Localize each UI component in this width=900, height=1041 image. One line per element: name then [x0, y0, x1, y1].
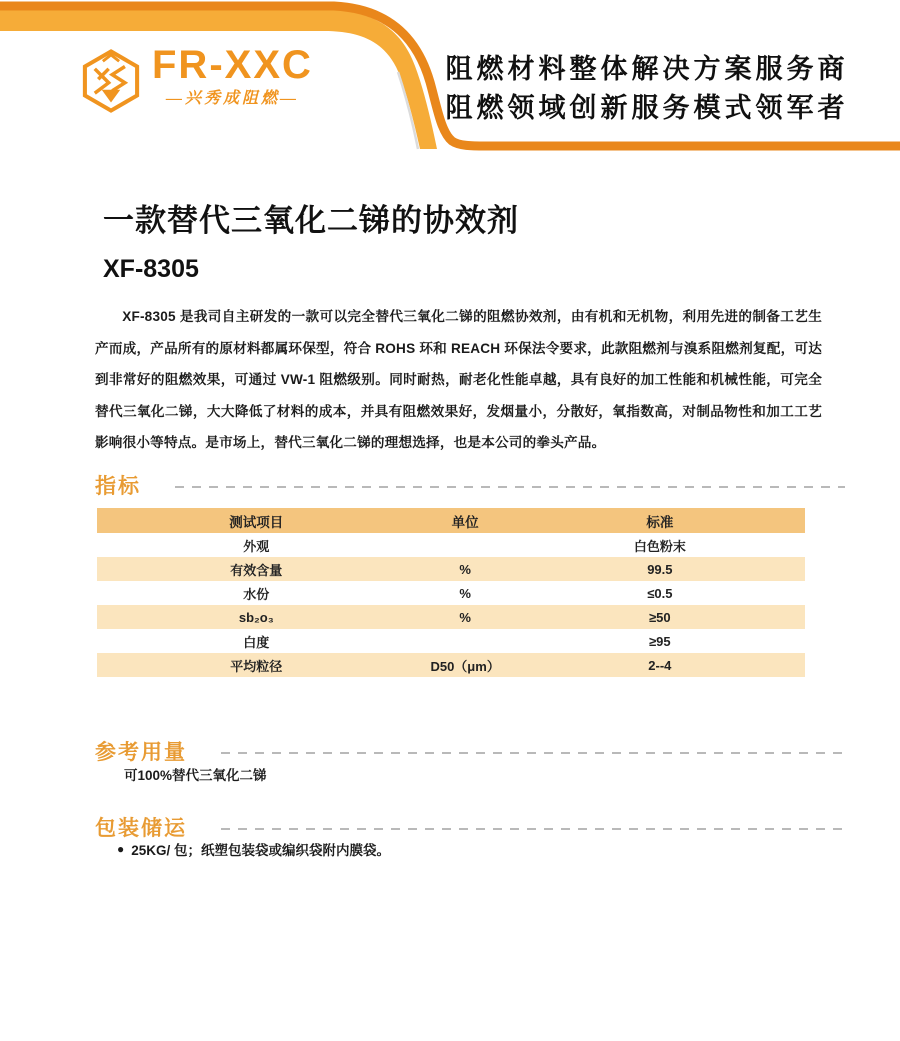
table-row [97, 557, 805, 581]
table-row [97, 629, 805, 653]
col-header-unit: 单位 [416, 508, 515, 533]
spec-table-header-row [97, 508, 805, 533]
section-heading-dosage: 参考用量 [95, 740, 187, 764]
brand-text-block [152, 42, 313, 110]
cell-unit: % [459, 585, 471, 601]
section-dosage-header [95, 736, 845, 766]
table-row [97, 581, 805, 605]
col-header-standard: 标准 [515, 508, 805, 533]
slogan-line-1: 阻燃材料整体解决方案服务商 [445, 54, 849, 84]
cell-test-item: sb₂o₃ [97, 605, 416, 629]
spec-table [97, 508, 805, 677]
product-model: XF-8305 [103, 255, 199, 283]
cell-test-item: 白度 [243, 634, 270, 650]
packaging-text: 25KG/ 包；纸塑包装袋或编织袋附内膜袋。 [131, 843, 391, 858]
dosage-text: 可100%替代三氧化二锑 [124, 768, 267, 783]
dashed-divider [221, 752, 845, 755]
cell-standard: 99.5 [515, 557, 805, 581]
cell-standard: ≤0.5 [647, 585, 673, 601]
packaging-bullet-line [117, 839, 390, 859]
product-description: XF-8305 是我司自主研发的一款可以完全替代三氧化二锑的阻燃协效剂，由有机和无机物，利用先进的制备工艺生产而成，产品所有的原材料都属环保型，符合 ROHS 环和 REACH 环保法令要求，此款阻燃剂与溴系阻燃剂复配，可达到非常好的阻燃效果，可通过 VW-1 阻燃级别。同时耐热，耐老化性能卓越，具有良好的加工性能和机械性能，可完全替代三氧化二锑，大大降低了材料的成本，并具有阻燃效果好，发烟量小，分散好，氧指数高，对制品物性和加工工艺影响很小等特点。是市场上，替代三氧化二锑的理想选择，也是本公司的拳头产品。 [95, 309, 822, 451]
cell-test-item: 有效含量 [97, 557, 416, 581]
product-title: 一款替代三氧化二锑的协效剂 [103, 203, 519, 238]
cell-unit: D50（μm） [416, 653, 515, 677]
cell-standard: 白色粉末 [633, 538, 686, 554]
section-heading-packaging: 包装储运 [95, 816, 187, 840]
brand-hexagon-icon [82, 42, 140, 120]
cell-standard: 2--4 [515, 653, 805, 677]
table-row [97, 653, 805, 677]
table-row [97, 533, 805, 557]
dashed-divider [175, 486, 845, 489]
table-row [97, 605, 805, 629]
cell-standard: ≥50 [515, 605, 805, 629]
brand-logotype: FR-XXC [152, 43, 313, 87]
section-packaging-header [95, 812, 845, 842]
dashed-divider [221, 828, 845, 831]
bullet-icon: ● [117, 842, 125, 856]
section-heading-specs: 指标 [95, 474, 141, 498]
cell-unit [416, 629, 515, 653]
brand-logo [82, 42, 313, 120]
cell-unit [416, 533, 515, 557]
cell-test-item: 外观 [243, 538, 270, 554]
header-slogan [432, 50, 862, 128]
cell-standard: ≥95 [649, 633, 671, 649]
cell-unit: % [416, 557, 515, 581]
cell-test-item: 平均粒径 [97, 653, 416, 677]
slogan-line-2: 阻燃领域创新服务模式领军者 [445, 93, 849, 123]
cell-unit: % [416, 605, 515, 629]
brand-tagline: —兴秀成阻燃— [165, 90, 299, 107]
section-specs-header [95, 470, 845, 500]
col-header-test-item: 测试项目 [97, 508, 416, 533]
cell-test-item: 水份 [243, 586, 270, 602]
